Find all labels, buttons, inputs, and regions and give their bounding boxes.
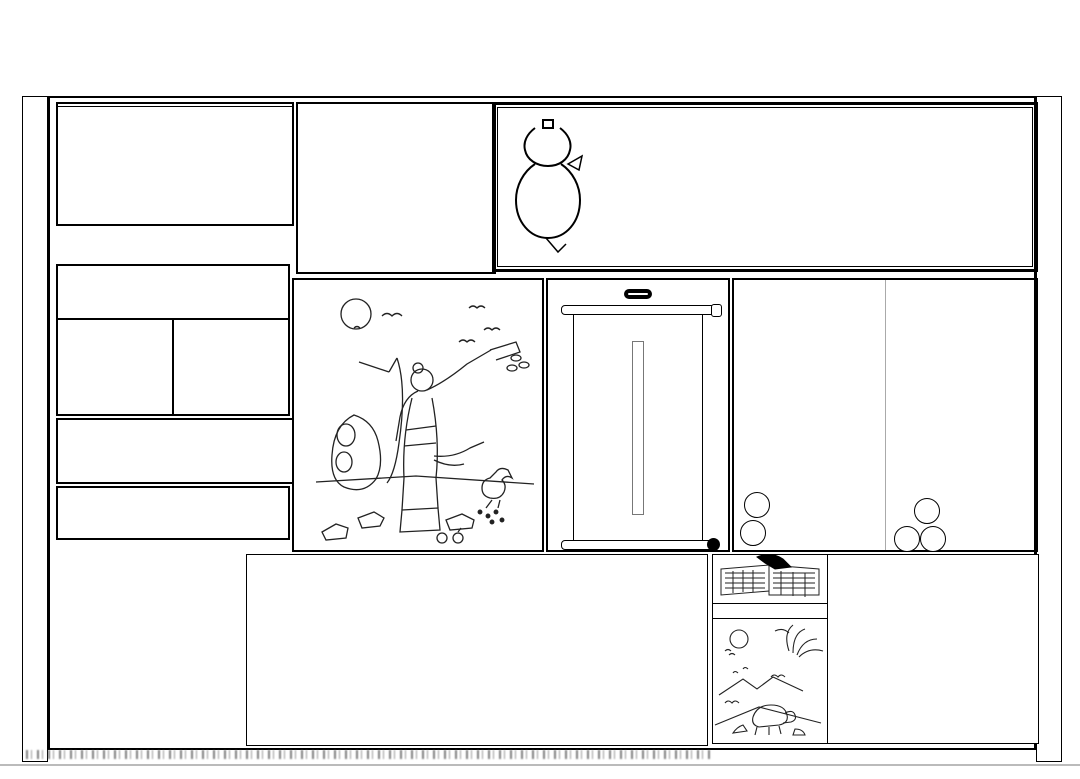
te-song-line [56,486,290,540]
scroll-bottom-roller [561,540,715,550]
scroll-body [573,315,703,540]
masthead-box [492,102,1038,272]
treasure-map-box [546,278,730,552]
scroll-top-roller [561,305,715,315]
gourd-icon [502,112,588,262]
landscape-drawing [713,619,827,743]
right-logo-strip [1036,96,1062,762]
pick-number-circle [744,492,770,518]
masthead-calligraphy [588,183,1033,191]
decoder-box [712,554,1039,744]
left-logo-strip [22,96,48,762]
decoder-blank-area [828,555,1038,743]
hot-weak-table-title [58,104,292,107]
prediction-label [58,266,288,320]
article-odd-numbers [885,280,1037,550]
hot-weak-table [56,102,294,226]
pick-number-circle [740,520,766,546]
decoder-label [713,603,827,619]
figure-drawing [294,280,542,550]
prediction-box [56,264,290,416]
illegible-fine-print [26,750,712,759]
scan-edge [0,764,1080,766]
articles-box [732,278,1038,552]
pick-number-circle [920,526,946,552]
treasure-map-title [624,289,652,299]
article-small-numbers [734,280,885,550]
fortune-tips-box [296,102,496,274]
prediction-odd [172,320,288,414]
open-book-drawing [713,555,827,603]
top-logo-strip [30,64,1052,94]
pick-number-circle [894,526,920,552]
decoder-left-column [713,555,828,743]
number-trend-matrix [246,554,708,746]
prediction-small [58,320,172,414]
illustration-box [292,278,544,552]
pick-number-circle [914,498,940,524]
lucky-numbers-row [56,418,294,484]
